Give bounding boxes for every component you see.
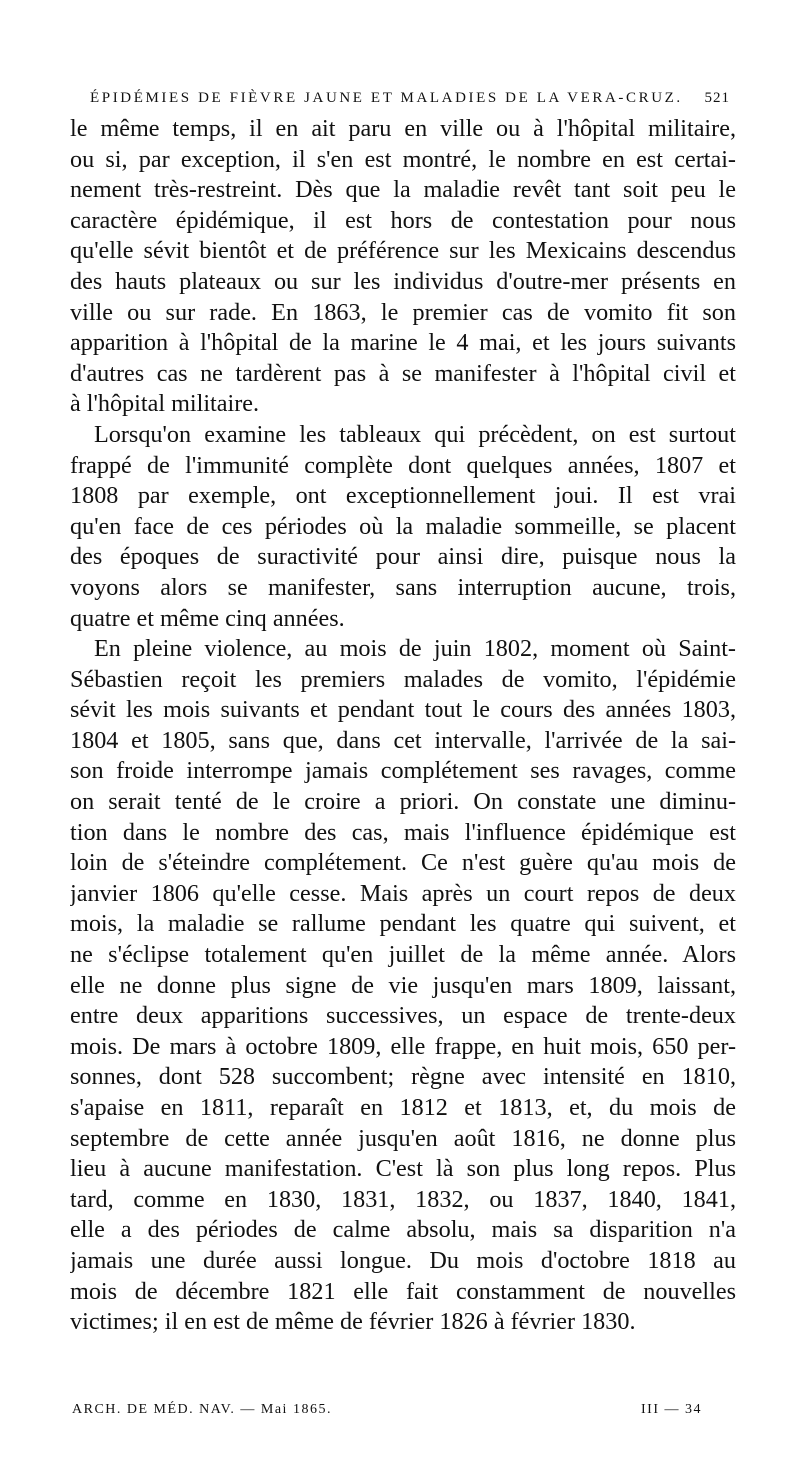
text-line: elle a des périodes de calme absolu, mais sa disparition n'a — [70, 1216, 736, 1244]
text-line: des époques de suractivité pour ainsi dire, puisque nous la — [70, 543, 736, 571]
text-line: elle ne donne plus signe de vie jusqu'en mars 1809, laissant, — [70, 971, 736, 999]
text-line: s'apaise en 1811, reparaît en 1812 et 1813, et, du mois de — [70, 1094, 736, 1121]
text-line: sonnes, dont 528 succombent; règne avec intensité en 1810, — [70, 1063, 736, 1091]
paragraph-start-line: En pleine violence, au mois de juin 1802, moment où Saint- — [94, 635, 736, 663]
text-line: Sébastien reçoit les premiers malades de vomito, l'épidémie — [70, 665, 736, 693]
text-line: lieu à aucune manifestation. C'est là son plus long repos. Plus — [70, 1155, 736, 1183]
text-line: mois. De mars à octobre 1809, elle frappe, en huit mois, 650 per- — [70, 1032, 736, 1060]
page-number: 521 — [704, 90, 730, 106]
running-header — [90, 90, 730, 107]
text-line: sévit les mois suivants et pendant tout le cours des années 1803, — [70, 696, 736, 724]
text-line: qu'en face de ces périodes où la maladie sommeille, se placent — [70, 512, 736, 540]
text-line: 1808 par exemple, ont exceptionnellement joui. Il est vrai — [70, 482, 736, 510]
text-line: jamais une durée aussi longue. Du mois d'octobre 1818 au — [70, 1246, 736, 1274]
text-line: janvier 1806 qu'elle cesse. Mais après un court repos de deux — [70, 879, 736, 907]
text-line: quatre et même cinq années. — [70, 604, 345, 632]
text-line: à l'hôpital militaire. — [70, 390, 260, 418]
text-line: caractère épidémique, il est hors de contestation pour nous — [70, 206, 736, 234]
text-line: nement très-restreint. Dès que la maladie revêt tant soit peu le — [70, 176, 736, 204]
text-line: frappé de l'immunité complète dont quelques années, 1807 et — [70, 451, 736, 479]
text-line: ne s'éclipse totalement qu'en juillet de la même année. Alors — [70, 941, 736, 969]
text-line: qu'elle sévit bientôt et de préférence sur les Mexicains descendus — [70, 237, 736, 265]
text-line: ou si, par exception, il s'en est montré, le nombre en est certai- — [70, 145, 736, 173]
text-line: entre deux apparitions successives, un espace de trente-deux — [70, 1002, 736, 1030]
footer-source: ARCH. DE MÉD. NAV. — Mai 1865. — [72, 1402, 332, 1417]
text-line: septembre de cette année jusqu'en août 1816, ne donne plus — [70, 1124, 736, 1152]
text-line: apparition à l'hôpital de la marine le 4 mai, et les jours suivants — [70, 329, 736, 357]
text-line: on serait tenté de le croire a priori. On constate une diminu- — [70, 788, 736, 816]
text-line: tion dans le nombre des cas, mais l'influence épidémique est — [70, 818, 736, 846]
text-line: ville ou sur rade. En 1863, le premier cas de vomito fit son — [70, 298, 736, 326]
text-line: son froide interrompe jamais complétement ses ravages, comme — [70, 757, 736, 785]
text-line: victimes; il en est de même de février 1826 à février 1830. — [70, 1308, 636, 1336]
text-line: des hauts plateaux ou sur les individus d'outre-mer présents en — [70, 267, 736, 295]
page-footer — [72, 1402, 712, 1418]
text-line: loin de s'éteindre complétement. Ce n'est guère qu'au mois de — [70, 849, 736, 877]
page-body — [70, 114, 736, 1338]
text-line: d'autres cas ne tardèrent pas à se manifester à l'hôpital civil et — [70, 359, 736, 387]
text-line: mois, la maladie se rallume pendant les quatre qui suivent, et — [70, 910, 736, 938]
text-line: tard, comme en 1830, 1831, 1832, ou 1837, 1840, 1841, — [70, 1185, 736, 1213]
text-line: 1804 et 1805, sans que, dans cet intervalle, l'arrivée de la sai- — [70, 726, 736, 754]
paragraph-start-line: Lorsqu'on examine les tableaux qui précèdent, on est surtout — [94, 420, 736, 448]
text-line: voyons alors se manifester, sans interruption aucune, trois, — [70, 573, 736, 601]
text-line: le même temps, il en ait paru en ville ou à l'hôpital militaire, — [70, 115, 736, 142]
running-title: ÉPIDÉMIES DE FIÈVRE JAUNE ET MALADIES DE LA VERA-CRUZ. — [90, 90, 683, 106]
text-line: mois de décembre 1821 elle fait constamment de nouvelles — [70, 1277, 736, 1305]
signature-mark: III — 34 — [641, 1402, 702, 1417]
